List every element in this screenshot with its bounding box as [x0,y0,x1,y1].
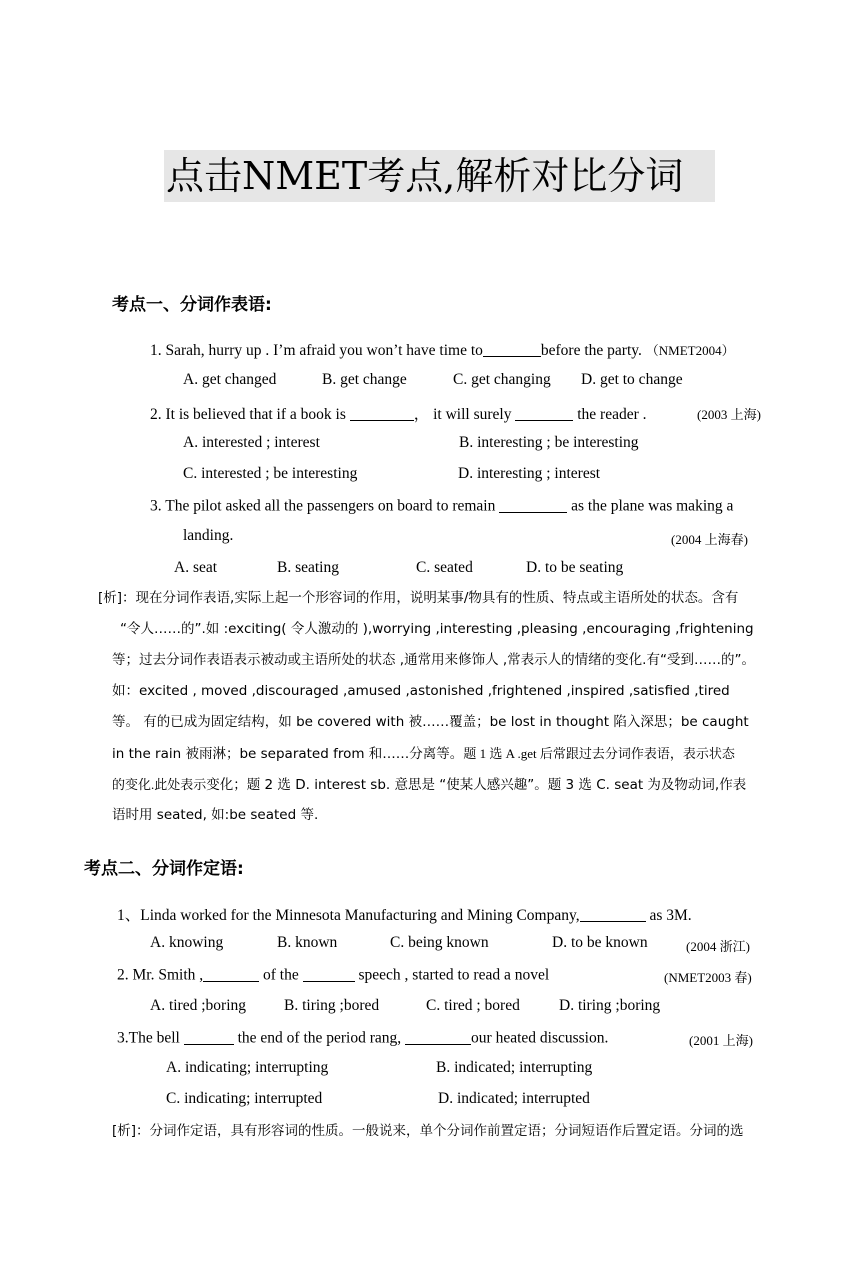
answer-blank [350,405,414,422]
s1-q2-option-a: A. interested ; interest [183,434,320,451]
s1-q2-stem: 2. It is believed that if a book is ， it will surely the reader . [150,406,647,423]
s1-q1-stem: 1. Sarah, hurry up . I’m afraid you won’t have time to before the party. （NMET2004） [150,342,735,359]
s1-q2-option-c: C. interested ; be interesting [183,465,358,482]
s2-q3-stem: 3.The bell the end of the period rang, our heated discussion. [117,1029,609,1047]
s1-q3-option-b: B. seating [277,559,339,576]
source-label: (2004 浙江) [686,939,750,954]
s1-q3-stem: 3. The pilot asked all the passengers on board to remain as the plane was making a [150,497,734,515]
s2-q1-stem: 1、Linda worked for the Minnesota Manufacturing and Mining Company, as 3M. [117,907,692,924]
s1-q3-option-c: C. seated [416,559,473,576]
s2-q3-option-b: B. indicated; interrupting [436,1059,593,1076]
answer-blank [303,965,355,982]
source-label: （NMET2004） [645,343,735,358]
answer-blank [580,906,646,923]
s2-q2-option-d: D. tiring ;boring [559,997,661,1014]
section1-heading: 考点一、分词作表语: [112,295,272,315]
s2-q3-option-d: D. indicated; interrupted [438,1090,590,1107]
answer-blank [405,1028,471,1045]
s2-q2-option-b: B. tiring ;bored [284,997,380,1014]
s2-q2-option-a: A. tired ;boring [150,997,246,1014]
s1-q3-option-d: D. to be seating [526,559,624,576]
s1-q1-option-d: D. get to change [581,371,683,388]
s2-q1-option-b: B. known [277,934,338,951]
source-label: (NMET2003 春) [664,970,752,985]
answer-blank [483,341,541,358]
s2-q2-stem: 2. Mr. Smith , of the speech , started to read a novel [117,966,550,984]
section2-heading: 考点二、分词作定语: [84,859,244,879]
answer-blank [184,1028,234,1045]
source-label: (2004 上海春) [671,532,748,547]
page-title: 点击NMET考点,解析对比分词 [164,150,715,202]
s2-q3-option-c: C. indicating; interrupted [166,1090,323,1107]
s1-q2-option-d: D. interesting ; interest [458,465,601,482]
s1-q2-option-b: B. interesting ; be interesting [459,434,639,451]
source-label: (2003 上海) [697,407,761,422]
s1-q1-option-b: B. get change [322,371,407,388]
s1-q1-option-a: A. get changed [183,371,277,388]
s1-q3-stem-cont: landing. [183,527,234,544]
s1-q3-option-a: A. seat [174,559,218,576]
answer-blank [499,496,567,513]
answer-blank [203,965,259,982]
s2-q1-option-c: C. being known [390,934,489,951]
s2-q1-option-a: A. knowing [150,934,224,951]
answer-blank [515,405,573,422]
s2-q3-option-a: A. indicating; interrupting [166,1059,329,1076]
s2-q2-option-c: C. tired ; bored [426,997,520,1014]
s1-q1-option-c: C. get changing [453,371,551,388]
source-label: (2001 上海) [689,1033,753,1048]
s2-q1-option-d: D. to be known [552,934,648,951]
